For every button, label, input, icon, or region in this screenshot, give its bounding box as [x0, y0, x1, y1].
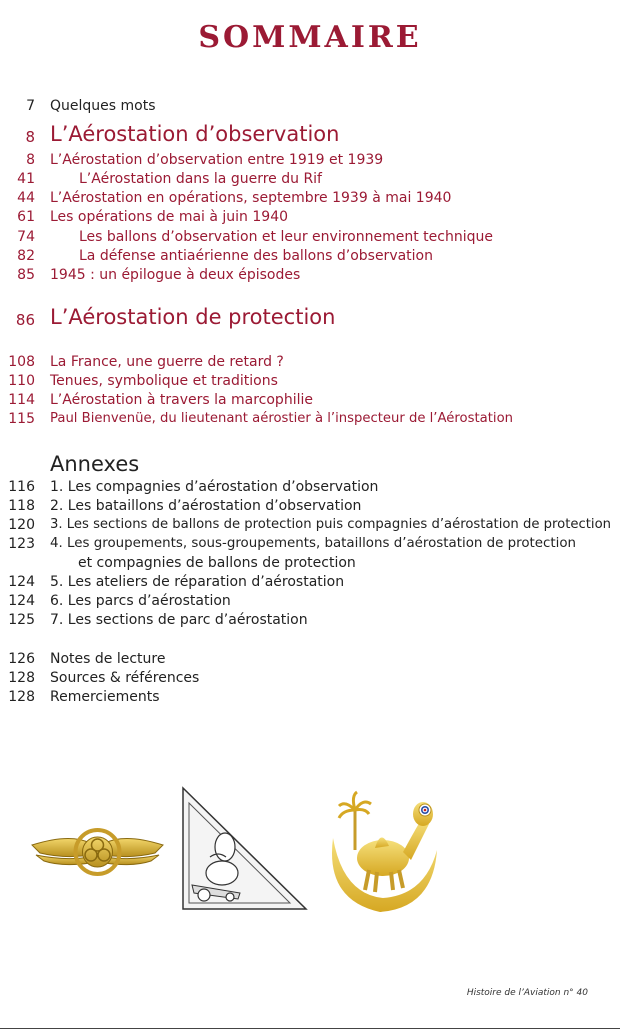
- entry-title: L’Aérostation en opérations, septembre 1939 à mai 1940: [50, 190, 452, 206]
- page-number: 61: [17, 209, 35, 225]
- entry-title: 1945 : un épilogue à deux épisodes: [50, 267, 301, 283]
- entry-title: Notes de lecture: [50, 651, 166, 667]
- page-number: 110: [8, 373, 35, 389]
- entry-title: 3. Les sections de ballons de protection puis compagnies d’aérostation de protection: [50, 517, 612, 532]
- page-number: 123: [8, 536, 35, 552]
- annexes-heading: Annexes: [50, 452, 140, 476]
- entry-title: 2. Les bataillons d’aérostation d’observation: [50, 498, 362, 514]
- page-number: 44: [17, 190, 35, 206]
- page-number: 116: [8, 479, 35, 495]
- entry-title: 7. Les sections de parc d’aérostation: [50, 612, 308, 628]
- entry-title: Les opérations de mai à juin 1940: [50, 209, 289, 225]
- camel-crescent-badge-icon: [325, 790, 440, 920]
- page-number: 124: [8, 593, 35, 609]
- entry-title: Quelques mots: [50, 98, 156, 114]
- entry-title: Les ballons d’observation et leur environnement technique: [79, 229, 493, 245]
- entry-title: 1. Les compagnies d’aérostation d’observation: [50, 479, 379, 495]
- page-number: 86: [15, 311, 35, 329]
- page-number: 7: [26, 98, 35, 114]
- footer-rule: [0, 1028, 620, 1029]
- triangle-badge-icon: [180, 785, 310, 913]
- entry-title: L’Aérostation dans la guerre du Rif: [79, 171, 322, 187]
- page-number: 74: [17, 229, 35, 245]
- entry-title: 5. Les ateliers de réparation d’aérostation: [50, 574, 345, 590]
- entry-title: L’Aérostation à travers la marcophilie: [50, 392, 313, 408]
- page-number: 124: [8, 574, 35, 590]
- page-number: 85: [17, 267, 35, 283]
- page-number: 41: [17, 171, 35, 187]
- entry-title: L’Aérostation d’observation entre 1919 et 1939: [50, 152, 384, 168]
- entry-title-continuation: et compagnies de ballons de protection: [78, 555, 356, 571]
- entry-title: Remerciements: [50, 689, 160, 705]
- entry-title: Tenues, symbolique et traditions: [50, 373, 278, 389]
- page-number: 126: [8, 651, 35, 667]
- page-number: 120: [8, 517, 35, 533]
- footer-publication: Histoire de l’Aviation n° 40: [466, 988, 588, 998]
- page-number: 125: [8, 612, 35, 628]
- page-number: 8: [25, 128, 35, 146]
- page-number: 108: [8, 354, 35, 370]
- page-number: 128: [8, 670, 35, 686]
- entry-title: La France, une guerre de retard ?: [50, 354, 284, 370]
- page-number: 128: [8, 689, 35, 705]
- page-title: SOMMAIRE: [198, 20, 422, 55]
- page-number: 114: [8, 392, 35, 408]
- entry-title: 4. Les groupements, sous-groupements, bataillons d’aérostation de protection: [50, 536, 577, 551]
- page-number: 115: [8, 411, 35, 427]
- entry-title: L’Aérostation de protection: [50, 305, 336, 329]
- page-number: 118: [8, 498, 35, 514]
- page-number: 82: [17, 248, 35, 264]
- winged-insignia-icon: [30, 815, 165, 890]
- entry-title: Paul Bienvenüe, du lieutenant aérostier à l’inspecteur de l’Aérostation: [50, 411, 513, 426]
- entry-title: 6. Les parcs d’aérostation: [50, 593, 231, 609]
- entry-title: L’Aérostation d’observation: [50, 122, 340, 146]
- entry-title: La défense antiaérienne des ballons d’observation: [79, 248, 433, 264]
- page-number: 8: [26, 152, 35, 168]
- entry-title: Sources & références: [50, 670, 200, 686]
